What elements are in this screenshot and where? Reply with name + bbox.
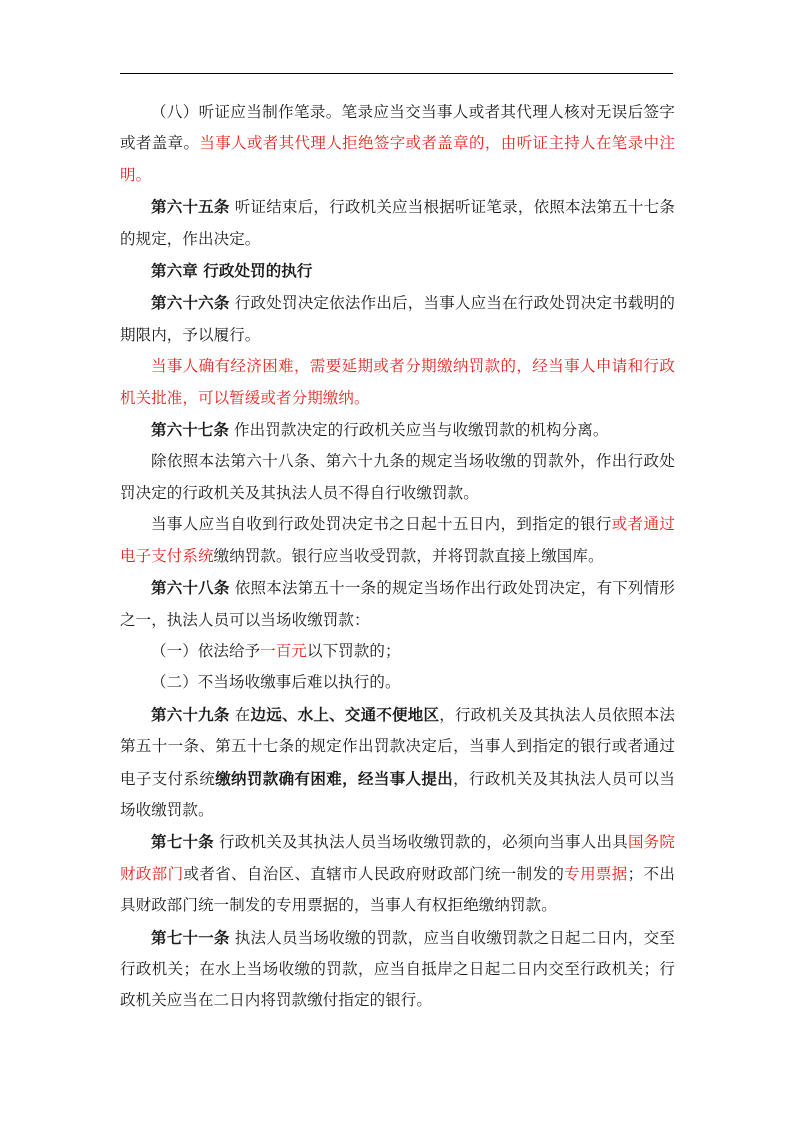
document-body: [120, 97, 675, 1017]
text-segment: 除依照本法第六十八条、第六十九条的规定当场收缴的罚款外，作出行政处罚决定的行政机关及其执法人员不得自行收缴罚款。: [120, 452, 675, 502]
text-segment: ，行政机关及其执法人员可以当场收缴罚款。: [120, 769, 675, 819]
text-segment: ，行政机关及其执法人员依照本法第五十一条、第五十七条的规定作出罚款决定后，当事人到指定的银行或者通过电子支付系统: [120, 705, 675, 788]
text-segment: 作出罚款决定的行政机关应当与收缴罚款的机构分离。: [229, 421, 609, 440]
article-69: [120, 699, 675, 827]
article-68-item-1: [120, 636, 675, 667]
text-segment: （二）不当场收缴事后难以执行的。: [151, 673, 401, 692]
highlighted-text: 或者通过电子支付系统: [120, 515, 675, 565]
text-segment: 依照本法第五十一条的规定当场作出行政处罚决定，有下列情形之一，执法人员可以当场收缴罚款：: [120, 579, 675, 629]
article-number: 第七十一条: [151, 927, 230, 947]
article-66-para-2: [120, 351, 675, 414]
text-segment: 当事人应当自收到行政处罚决定书之日起十五日内，到指定的银行: [151, 515, 612, 534]
highlighted-text: 专用票据: [564, 864, 628, 883]
text-segment: 行政机关及其执法人员当场收缴罚款的，必须向当事人出具: [213, 833, 628, 852]
text-segment: 或者省、自治区、直辖市人民政府财政部门统一制发的: [183, 864, 565, 883]
text-segment: （一）依法给予: [151, 641, 261, 660]
chapter-title: 第六章 行政处罚的执行: [151, 261, 313, 281]
article-68-item-2: [120, 667, 675, 698]
text-segment: 以下罚款的；: [307, 641, 401, 660]
text-segment: 缴纳罚款。银行应当收受罚款，并将罚款直接上缴国库。: [213, 546, 604, 565]
article-67-para-2: [120, 446, 675, 509]
text-segment: 执法人员当场收缴的罚款，应当自收缴罚款之日起二日内，交至行政机关；在水上当场收缴的罚款，应当自抵岸之日起二日内交至行政机关；行政机关应当在二日内将罚款缴付指定的银行。: [120, 928, 675, 1010]
text-segment: 在: [229, 705, 251, 724]
highlighted-text: 国务院财政部门: [120, 833, 675, 883]
article-67-para-3: [120, 509, 675, 572]
text-segment: 听证结束后，行政机关应当根据听证笔录，依照本法第五十七条的规定，作出决定。: [120, 198, 675, 248]
article-70: [120, 826, 675, 921]
article-number: 第七十条: [151, 832, 214, 852]
article-number: 第六十五条: [151, 197, 230, 217]
article-65: [120, 191, 675, 255]
text-segment: 行政处罚决定依法作出后，当事人应当在行政处罚决定书载明的期限内，予以履行。: [120, 294, 675, 344]
article-number: 第六十六条: [151, 293, 230, 313]
text-segment: （八）听证应当制作笔录。笔录应当交当事人或者其代理人核对无误后签字或者盖章。: [120, 103, 675, 153]
article-71: [120, 922, 675, 1017]
text-segment: ；不出具财政部门统一制发的专用票据的，当事人有权拒绝缴纳罚款。: [120, 864, 675, 915]
chapter-6-heading: [120, 255, 675, 287]
article-number: 第六十八条: [151, 578, 230, 598]
article-number: 第六十七条: [151, 420, 230, 440]
highlighted-text: 当事人确有经济困难，需要延期或者分期缴纳罚款的，经当事人申请和行政机关批准，可以暂缓或者分期缴纳。: [120, 357, 675, 407]
article-number: 第六十九条: [151, 704, 230, 724]
article-67: [120, 414, 675, 446]
header-rule: [120, 73, 673, 74]
bold-text: 边远、水上、交通不便地区: [250, 704, 440, 724]
bold-text: 缴纳罚款确有困难，经当事人提出: [215, 768, 454, 788]
highlighted-text: 一百元: [260, 641, 308, 660]
paragraph-hearing-record: [120, 97, 675, 191]
article-68: [120, 572, 675, 636]
highlighted-text: 当事人或者其代理人拒绝签字或者盖章的，由听证主持人在笔录中注明。: [120, 134, 675, 184]
article-66: [120, 287, 675, 351]
